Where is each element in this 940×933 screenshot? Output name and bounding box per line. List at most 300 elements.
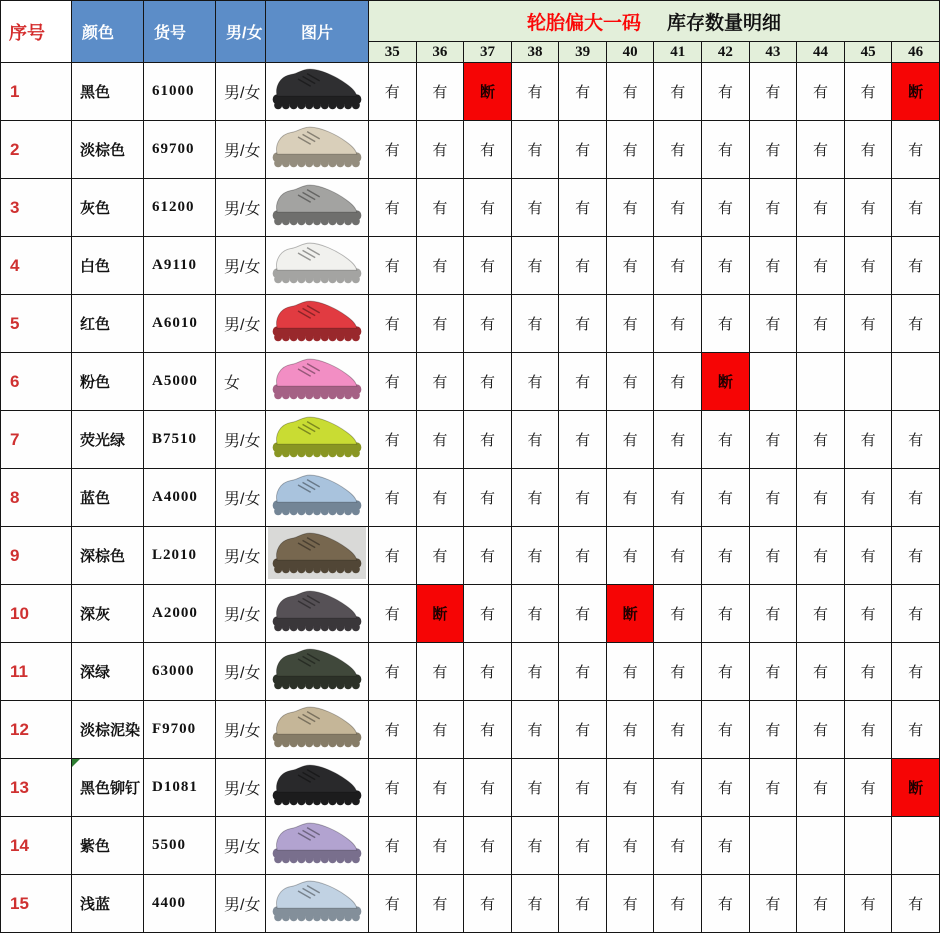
- item-code-cell: A5000: [144, 353, 216, 411]
- image-cell: [266, 817, 369, 875]
- table-row: [1, 121, 940, 179]
- col-header-gender: 男/女: [216, 1, 266, 63]
- stock-cell-size-35: 有: [369, 875, 417, 933]
- size-header-46: 46: [892, 42, 940, 63]
- col-header-color: 颜色: [72, 1, 144, 63]
- serial-cell: 1: [1, 63, 72, 121]
- stock-cell-size-46: [892, 817, 940, 875]
- image-cell: [266, 295, 369, 353]
- stock-cell-size-46: 有: [892, 643, 940, 701]
- stock-cell-size-36: 有: [416, 527, 464, 585]
- serial-cell: 6: [1, 353, 72, 411]
- stock-cell-size-43: 有: [749, 875, 797, 933]
- stock-cell-size-44: 有: [797, 237, 845, 295]
- shoe-image: [270, 296, 364, 346]
- stock-cell-size-45: 有: [844, 295, 892, 353]
- item-code-cell: A6010: [144, 295, 216, 353]
- size-header-40: 40: [606, 42, 654, 63]
- stock-cell-size-40: 有: [606, 875, 654, 933]
- stock-cell-size-35: 有: [369, 411, 417, 469]
- gender-cell: 男/女: [216, 411, 266, 469]
- stock-cell-size-40: 有: [606, 179, 654, 237]
- stock-cell-size-41: 有: [654, 643, 702, 701]
- gender-cell: 男/女: [216, 121, 266, 179]
- item-code-cell: L2010: [144, 527, 216, 585]
- table-row: [1, 237, 940, 295]
- color-name-cell: 深棕色: [72, 527, 144, 585]
- stock-cell-size-35: 有: [369, 643, 417, 701]
- gender-cell: 男/女: [216, 179, 266, 237]
- stock-cell-size-35: 有: [369, 353, 417, 411]
- stock-cell-size-35: 有: [369, 701, 417, 759]
- stock-cell-size-39: 有: [559, 643, 607, 701]
- stock-cell-size-45: [844, 353, 892, 411]
- shoe-image: [270, 702, 364, 752]
- image-cell: [266, 701, 369, 759]
- col-header-code: 货号: [144, 1, 216, 63]
- stock-cell-size-40: 有: [606, 121, 654, 179]
- color-name-cell: 蓝色: [72, 469, 144, 527]
- stock-cell-size-44: 有: [797, 875, 845, 933]
- shoe-photo: [268, 121, 366, 173]
- table-row: [1, 585, 940, 643]
- stock-cell-size-46: 有: [892, 527, 940, 585]
- stock-cell-size-36: 有: [416, 701, 464, 759]
- title-note: 轮胎偏大一码: [526, 12, 641, 34]
- shoe-photo: [268, 817, 366, 869]
- stock-cell-size-37: 有: [464, 295, 512, 353]
- stock-cell-size-41: 有: [654, 585, 702, 643]
- stock-cell-size-41: 有: [654, 179, 702, 237]
- stock-cell-size-40: 有: [606, 353, 654, 411]
- serial-cell: 5: [1, 295, 72, 353]
- stock-cell-size-42: 断: [702, 353, 750, 411]
- shoe-image: [270, 644, 364, 694]
- stock-cell-size-43: [749, 353, 797, 411]
- stock-cell-size-38: 有: [511, 817, 559, 875]
- stock-cell-size-37: 有: [464, 237, 512, 295]
- stock-cell-size-36: 有: [416, 179, 464, 237]
- item-code-cell: F9700: [144, 701, 216, 759]
- color-name-cell: 黑色铆钉: [72, 759, 144, 817]
- stock-cell-size-40: 有: [606, 527, 654, 585]
- size-header-37: 37: [464, 42, 512, 63]
- stock-cell-size-37: 有: [464, 643, 512, 701]
- stock-cell-size-45: 有: [844, 759, 892, 817]
- stock-cell-size-44: 有: [797, 411, 845, 469]
- stock-cell-size-45: 有: [844, 585, 892, 643]
- stock-cell-size-38: 有: [511, 353, 559, 411]
- stock-cell-size-37: 有: [464, 121, 512, 179]
- stock-cell-size-43: 有: [749, 701, 797, 759]
- stock-cell-size-38: 有: [511, 701, 559, 759]
- stock-cell-size-39: 有: [559, 295, 607, 353]
- image-cell: [266, 353, 369, 411]
- stock-cell-size-35: 有: [369, 527, 417, 585]
- stock-cell-size-38: 有: [511, 527, 559, 585]
- stock-cell-size-42: 有: [702, 701, 750, 759]
- image-cell: [266, 63, 369, 121]
- stock-cell-size-42: 有: [702, 875, 750, 933]
- stock-cell-size-38: 有: [511, 469, 559, 527]
- stock-cell-size-44: 有: [797, 63, 845, 121]
- stock-cell-size-37: 有: [464, 875, 512, 933]
- shoe-photo: [268, 759, 366, 811]
- stock-cell-size-45: 有: [844, 63, 892, 121]
- shoe-photo: [268, 353, 366, 405]
- stock-cell-size-39: 有: [559, 237, 607, 295]
- table-row: [1, 643, 940, 701]
- table-row: [1, 875, 940, 933]
- stock-cell-size-42: 有: [702, 295, 750, 353]
- title-main: 库存数量明细: [666, 12, 781, 34]
- table-row: [1, 701, 940, 759]
- size-header-44: 44: [797, 42, 845, 63]
- table-row: [1, 63, 940, 121]
- item-code-cell: 5500: [144, 817, 216, 875]
- stock-cell-size-40: 断: [606, 585, 654, 643]
- stock-cell-size-43: 有: [749, 179, 797, 237]
- stock-cell-size-46: 有: [892, 295, 940, 353]
- stock-cell-size-35: 有: [369, 179, 417, 237]
- gender-cell: 男/女: [216, 643, 266, 701]
- stock-cell-size-36: 有: [416, 411, 464, 469]
- image-cell: [266, 411, 369, 469]
- stock-cell-size-35: 有: [369, 585, 417, 643]
- shoe-photo: [268, 237, 366, 289]
- stock-cell-size-35: 有: [369, 817, 417, 875]
- stock-cell-size-38: 有: [511, 411, 559, 469]
- stock-cell-size-38: 有: [511, 759, 559, 817]
- stock-cell-size-46: 有: [892, 701, 940, 759]
- stock-cell-size-41: 有: [654, 411, 702, 469]
- serial-cell: 15: [1, 875, 72, 933]
- stock-cell-size-46: 有: [892, 237, 940, 295]
- stock-cell-size-43: [749, 817, 797, 875]
- serial-cell: 7: [1, 411, 72, 469]
- stock-cell-size-40: 有: [606, 295, 654, 353]
- header-row-top: [1, 1, 940, 42]
- serial-cell: 12: [1, 701, 72, 759]
- stock-cell-size-38: 有: [511, 237, 559, 295]
- stock-cell-size-40: 有: [606, 759, 654, 817]
- stock-cell-size-37: 有: [464, 353, 512, 411]
- image-cell: [266, 875, 369, 933]
- serial-cell: 10: [1, 585, 72, 643]
- item-code-cell: 4400: [144, 875, 216, 933]
- stock-cell-size-42: 有: [702, 121, 750, 179]
- size-header-41: 41: [654, 42, 702, 63]
- stock-cell-size-43: 有: [749, 527, 797, 585]
- stock-cell-size-35: 有: [369, 121, 417, 179]
- table-row: [1, 295, 940, 353]
- stock-cell-size-37: 有: [464, 527, 512, 585]
- stock-cell-size-42: 有: [702, 527, 750, 585]
- size-header-45: 45: [844, 42, 892, 63]
- shoe-photo: [268, 469, 366, 521]
- stock-cell-size-46: 断: [892, 63, 940, 121]
- item-code-cell: A4000: [144, 469, 216, 527]
- stock-cell-size-46: [892, 353, 940, 411]
- gender-cell: 男/女: [216, 295, 266, 353]
- stock-cell-size-43: 有: [749, 411, 797, 469]
- image-cell: [266, 179, 369, 237]
- stock-cell-size-39: 有: [559, 875, 607, 933]
- color-name-cell: 紫色: [72, 817, 144, 875]
- image-cell: [266, 585, 369, 643]
- shoe-photo: [268, 63, 366, 115]
- stock-cell-size-41: 有: [654, 237, 702, 295]
- item-code-cell: A2000: [144, 585, 216, 643]
- stock-cell-size-39: 有: [559, 817, 607, 875]
- stock-cell-size-42: 有: [702, 411, 750, 469]
- stock-cell-size-37: 断: [464, 63, 512, 121]
- serial-cell: 4: [1, 237, 72, 295]
- color-name-cell: 浅蓝: [72, 875, 144, 933]
- stock-cell-size-44: [797, 353, 845, 411]
- size-header-42: 42: [702, 42, 750, 63]
- stock-cell-size-45: 有: [844, 411, 892, 469]
- stock-cell-size-46: 有: [892, 585, 940, 643]
- image-cell: [266, 759, 369, 817]
- stock-cell-size-41: 有: [654, 759, 702, 817]
- stock-cell-size-45: [844, 817, 892, 875]
- stock-cell-size-37: 有: [464, 469, 512, 527]
- shoe-image: [270, 818, 364, 868]
- stock-cell-size-42: 有: [702, 63, 750, 121]
- stock-cell-size-41: 有: [654, 121, 702, 179]
- col-header-image: 图片: [266, 1, 369, 63]
- shoe-image: [270, 470, 364, 520]
- stock-cell-size-39: 有: [559, 121, 607, 179]
- stock-cell-size-35: 有: [369, 295, 417, 353]
- stock-cell-size-35: 有: [369, 759, 417, 817]
- stock-cell-size-40: 有: [606, 817, 654, 875]
- serial-cell: 3: [1, 179, 72, 237]
- gender-cell: 男/女: [216, 875, 266, 933]
- stock-cell-size-36: 有: [416, 237, 464, 295]
- shoe-image: [270, 528, 364, 578]
- stock-cell-size-39: 有: [559, 527, 607, 585]
- stock-cell-size-35: 有: [369, 237, 417, 295]
- table-row: [1, 179, 940, 237]
- stock-cell-size-38: 有: [511, 585, 559, 643]
- stock-cell-size-41: 有: [654, 527, 702, 585]
- image-cell: [266, 527, 369, 585]
- stock-cell-size-44: 有: [797, 759, 845, 817]
- stock-cell-size-45: 有: [844, 469, 892, 527]
- stock-cell-size-43: 有: [749, 759, 797, 817]
- gender-cell: 女: [216, 353, 266, 411]
- shoe-image: [270, 354, 364, 404]
- stock-cell-size-44: 有: [797, 643, 845, 701]
- table-row: [1, 759, 940, 817]
- color-name-cell: 粉色: [72, 353, 144, 411]
- stock-cell-size-36: 有: [416, 817, 464, 875]
- stock-cell-size-42: 有: [702, 237, 750, 295]
- stock-cell-size-46: 有: [892, 179, 940, 237]
- stock-cell-size-40: 有: [606, 411, 654, 469]
- stock-cell-size-42: 有: [702, 759, 750, 817]
- stock-cell-size-40: 有: [606, 643, 654, 701]
- stock-cell-size-44: [797, 817, 845, 875]
- gender-cell: 男/女: [216, 237, 266, 295]
- size-header-39: 39: [559, 42, 607, 63]
- gender-cell: 男/女: [216, 701, 266, 759]
- stock-cell-size-38: 有: [511, 179, 559, 237]
- shoe-image: [270, 64, 364, 114]
- stock-cell-size-38: 有: [511, 63, 559, 121]
- stock-cell-size-42: 有: [702, 585, 750, 643]
- size-header-43: 43: [749, 42, 797, 63]
- stock-cell-size-45: 有: [844, 875, 892, 933]
- table-row: [1, 411, 940, 469]
- shoe-photo: [268, 527, 366, 579]
- stock-cell-size-36: 有: [416, 759, 464, 817]
- item-code-cell: A9110: [144, 237, 216, 295]
- gender-cell: 男/女: [216, 759, 266, 817]
- shoe-image: [270, 412, 364, 462]
- size-header-35: 35: [369, 42, 417, 63]
- serial-cell: 9: [1, 527, 72, 585]
- stock-cell-size-36: 有: [416, 643, 464, 701]
- shoe-photo: [268, 701, 366, 753]
- serial-cell: 8: [1, 469, 72, 527]
- color-name-cell: 白色: [72, 237, 144, 295]
- table-row: [1, 353, 940, 411]
- shoe-image: [270, 238, 364, 288]
- item-code-cell: D1081: [144, 759, 216, 817]
- stock-cell-size-36: 有: [416, 121, 464, 179]
- stock-cell-size-44: 有: [797, 179, 845, 237]
- stock-cell-size-41: 有: [654, 817, 702, 875]
- image-cell: [266, 121, 369, 179]
- stock-cell-size-36: 有: [416, 469, 464, 527]
- stock-cell-size-46: 有: [892, 411, 940, 469]
- stock-cell-size-36: 有: [416, 295, 464, 353]
- color-name-cell: 灰色: [72, 179, 144, 237]
- serial-cell: 14: [1, 817, 72, 875]
- size-header-38: 38: [511, 42, 559, 63]
- shoe-photo: [268, 585, 366, 637]
- stock-cell-size-39: 有: [559, 469, 607, 527]
- stock-cell-size-41: 有: [654, 875, 702, 933]
- stock-cell-size-41: 有: [654, 469, 702, 527]
- stock-cell-size-43: 有: [749, 585, 797, 643]
- stock-cell-size-42: 有: [702, 817, 750, 875]
- stock-cell-size-46: 有: [892, 121, 940, 179]
- size-header-36: 36: [416, 42, 464, 63]
- stock-cell-size-44: 有: [797, 585, 845, 643]
- stock-cell-size-38: 有: [511, 295, 559, 353]
- item-code-cell: 63000: [144, 643, 216, 701]
- shoe-image: [270, 180, 364, 230]
- stock-cell-size-44: 有: [797, 295, 845, 353]
- gender-cell: 男/女: [216, 585, 266, 643]
- image-cell: [266, 643, 369, 701]
- stock-cell-size-44: 有: [797, 121, 845, 179]
- gender-cell: 男/女: [216, 527, 266, 585]
- stock-cell-size-39: 有: [559, 759, 607, 817]
- shoe-photo: [268, 643, 366, 695]
- stock-cell-size-44: 有: [797, 701, 845, 759]
- shoe-image: [270, 122, 364, 172]
- stock-cell-size-39: 有: [559, 63, 607, 121]
- stock-cell-size-45: 有: [844, 179, 892, 237]
- stock-cell-size-38: 有: [511, 875, 559, 933]
- stock-cell-size-40: 有: [606, 237, 654, 295]
- table-row: [1, 527, 940, 585]
- shoe-photo: [268, 179, 366, 231]
- stock-cell-size-37: 有: [464, 817, 512, 875]
- stock-cell-size-37: 有: [464, 411, 512, 469]
- item-code-cell: 69700: [144, 121, 216, 179]
- stock-cell-size-40: 有: [606, 469, 654, 527]
- shoe-photo: [268, 411, 366, 463]
- stock-cell-size-42: 有: [702, 643, 750, 701]
- stock-cell-size-37: 有: [464, 179, 512, 237]
- color-name-cell: 淡棕色: [72, 121, 144, 179]
- stock-cell-size-36: 有: [416, 875, 464, 933]
- color-name-cell: 深绿: [72, 643, 144, 701]
- shoe-image: [270, 586, 364, 636]
- stock-cell-size-35: 有: [369, 469, 417, 527]
- stock-cell-size-43: 有: [749, 469, 797, 527]
- stock-cell-size-36: 有: [416, 63, 464, 121]
- stock-cell-size-46: 有: [892, 469, 940, 527]
- stock-cell-size-43: 有: [749, 237, 797, 295]
- stock-cell-size-43: 有: [749, 63, 797, 121]
- stock-cell-size-39: 有: [559, 411, 607, 469]
- stock-cell-size-36: 断: [416, 585, 464, 643]
- table-row: [1, 469, 940, 527]
- stock-cell-size-46: 有: [892, 875, 940, 933]
- gender-cell: 男/女: [216, 63, 266, 121]
- color-name-cell: 荧光绿: [72, 411, 144, 469]
- stock-cell-size-43: 有: [749, 295, 797, 353]
- item-code-cell: 61000: [144, 63, 216, 121]
- color-name-cell: 深灰: [72, 585, 144, 643]
- serial-cell: 13: [1, 759, 72, 817]
- stock-cell-size-39: 有: [559, 179, 607, 237]
- col-header-serial: 序号: [1, 1, 72, 63]
- table-title: [369, 1, 940, 42]
- stock-cell-size-44: 有: [797, 469, 845, 527]
- stock-cell-size-35: 有: [369, 63, 417, 121]
- stock-cell-size-37: 有: [464, 759, 512, 817]
- color-name-cell: 黑色: [72, 63, 144, 121]
- stock-cell-size-41: 有: [654, 353, 702, 411]
- stock-cell-size-42: 有: [702, 469, 750, 527]
- image-cell: [266, 469, 369, 527]
- stock-cell-size-39: 有: [559, 585, 607, 643]
- stock-cell-size-39: 有: [559, 701, 607, 759]
- stock-cell-size-42: 有: [702, 179, 750, 237]
- stock-cell-size-39: 有: [559, 353, 607, 411]
- stock-cell-size-44: 有: [797, 527, 845, 585]
- stock-cell-size-41: 有: [654, 63, 702, 121]
- item-code-cell: B7510: [144, 411, 216, 469]
- stock-cell-size-45: 有: [844, 527, 892, 585]
- comment-marker-icon: [72, 759, 80, 767]
- shoe-image: [270, 876, 364, 926]
- stock-cell-size-41: 有: [654, 701, 702, 759]
- stock-cell-size-40: 有: [606, 63, 654, 121]
- stock-cell-size-38: 有: [511, 643, 559, 701]
- table-row: [1, 817, 940, 875]
- stock-cell-size-45: 有: [844, 237, 892, 295]
- gender-cell: 男/女: [216, 469, 266, 527]
